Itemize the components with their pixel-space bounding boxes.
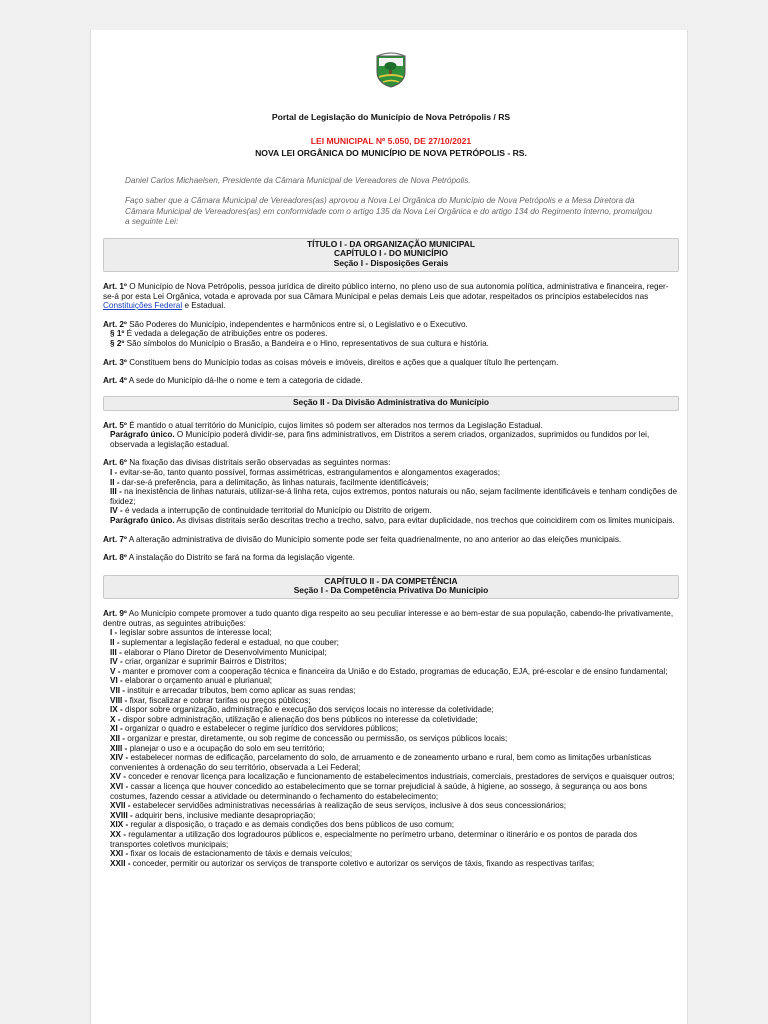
list-item [103,859,679,869]
article-label: Art. 2º [103,319,127,329]
article-label: Art. 8º [103,553,127,563]
item-text: organizar e prestar, diretamente, ou sob regime de concessão ou permissão, os serviços públicos locais; [125,734,508,743]
item-number: I - [110,628,118,638]
article-9 [103,609,679,628]
section-header-capitulo-2 [103,575,679,600]
item-number: IV - [110,657,123,667]
list-item [103,638,679,648]
section-header-secao-2 [103,396,679,411]
item-text: legislar sobre assuntos de interesse local; [117,628,272,638]
paragraph-label: Parágrafo único. [110,515,175,525]
item-text: regulamentar a utilização dos logradouros públicos e, especialmente no perímetro urbano, determinar o itinerário e os pontos de parada dos transportes coletivos municipais; [110,829,638,849]
list-item [103,744,679,754]
list-item [103,686,679,696]
list-item [103,715,679,725]
item-text: fixar os locais de estacionamento de táxis e demais veículos; [128,849,353,859]
paragraph-label: § 2º [110,338,125,348]
item-text: dispor sobre administração, utilização e alienação dos bens públicos no interesse da coletividade; [120,714,478,724]
list-item [103,830,679,849]
item-number: XXI - [110,849,129,859]
item-text: manter e promover com a cooperação técnica e financeira da União e do Estado, programas de educação, EJA, pré-escolar e de ensino fundamental; [120,666,668,676]
secao-heading: Seção I - Disposições Gerais [333,258,449,269]
item-text: regular a disposição, o traçado e as demais condições dos bens públicos de uso comum; [128,820,455,830]
item-text: conceder, permitir ou autorizar os serviços de transporte coletivo e autorizar os serviços de táxis, fixando as respectivas tarifas; [130,858,595,868]
article-label: Art. 1º [103,282,127,292]
law-number: LEI MUNICIPAL Nº 5.050, DE 27/10/2021 [310,136,472,146]
list-item [103,782,679,801]
paragraph-label: § 1º [110,329,125,339]
item-number: XX - [110,829,126,839]
preamble-promulgation: Faço saber que a Câmara Municipal de Vereadores(as) aprovou a Nova Lei Orgânica do Município de Nova Petrópolis e a Mesa Diretora da Câmara Municipal de Vereadores(as) em conformidade com o artigo 135 da Nova Lei Orgânica e do artigo 134 do Regimento Interno, promulgou a seguinte Lei: [125,196,653,227]
paragraph-text: São símbolos do Município o Brasão, a Bandeira e o Hino, representativos de sua cultura e história. [124,338,489,348]
item-number: XXII - [110,858,131,868]
item-text: estabelecer servidões administrativas necessárias à realização de seus serviços, inclusive à dos seus concessionários; [130,801,566,811]
item-number: IV - [110,506,123,516]
item-text: dispor sobre organização, administração e execução dos serviços locais no interesse da coletividade; [122,705,494,715]
titulo-heading: TÍTULO I - DA ORGANIZAÇÃO MUNICIPAL [307,238,475,249]
article-text: São Poderes do Município, independentes e harmônicos entre si, o Legislativo e o Executivo. [126,319,468,329]
item-number: XII - [110,734,126,743]
section-header-titulo-1 [103,238,679,272]
item-number: II - [110,638,120,648]
list-item [103,628,679,638]
list-item [103,696,679,706]
item-text: organizar o quadro e estabelecer o regime jurídico dos servidores públicos; [122,724,399,734]
item-number: VIII - [110,695,128,705]
item-number: VII - [110,686,126,696]
item-number: V - [110,666,121,676]
list-item [103,724,679,734]
list-item [103,753,679,772]
item-number: X - [110,714,121,724]
list-item [103,468,679,478]
list-item [103,648,679,658]
list-item [103,820,679,830]
article-text: Ao Município compete promover a tudo quanto diga respeito ao seu peculiar interesse e ao bem-estar de sua população, cabendo-lhe privativamente, dentre outras, as seguintes atribuições: [103,609,674,628]
item-number: I - [110,467,118,477]
list-item [103,487,679,506]
capitulo-heading: CAPÍTULO I - DO MUNICÍPIO [334,248,448,259]
item-number: IX - [110,705,123,715]
item-number: XVI - [110,781,129,791]
list-item [103,801,679,811]
item-text: evitar-se-ão, tanto quanto possível, formas assimétricas, estrangulamentos e alongamentos exagerados; [117,467,501,477]
article-text: A alteração administrativa de divisão do Município somente pode ser feita quadrienalmente, no ano anterior ao das eleições municipais. [126,534,622,544]
article-4 [103,376,679,386]
law-title: NOVA LEI ORGÂNICA DO MUNICÍPIO DE NOVA PETRÓPOLIS - RS. [255,148,527,158]
list-item [103,676,679,686]
capitulo-heading: CAPÍTULO II - DA COMPETÊNCIA [324,575,458,586]
item-text: instituir e arrecadar tributos, bem como aplicar as suas rendas; [125,686,356,696]
coat-of-arms-logo [103,30,679,98]
coat-of-arms-icon [374,52,408,88]
article-text: A instalação do Distrito se fará na forma da legislação vigente. [126,553,355,563]
item-number: XI - [110,724,123,734]
article-label: Art. 5º [103,420,127,430]
list-item [103,734,679,744]
article-1 [103,282,679,311]
article-text: É mantido o atual território do Município, cujos limites só podem ser alterados nos termos da Legislação Estadual. [126,420,543,430]
articles-block-1 [103,282,679,386]
portal-title: Portal de Legislação do Município de Nova Petrópolis / RS [271,112,511,122]
item-number: XIV - [110,753,129,763]
paragraph-text: As divisas distritais serão descritas trecho a trecho, salvo, para evitar duplicidade, nos trechos que coincidirem com os limites municipais. [174,515,675,525]
paragraph-text: É vedada a delegação de atribuições entre os poderes. [124,329,328,339]
article-6-items [103,468,679,516]
list-item [103,478,679,488]
item-number: III - [110,487,122,497]
article-text: Na fixação das divisas distritais serão observadas as seguintes normas: [126,458,391,468]
constituicoes-federal-link[interactable]: Constituições Federal [103,301,183,311]
article-label: Art. 7º [103,534,127,544]
list-item [103,657,679,667]
item-text: suplementar a legislação federal e estadual, no que couber; [119,638,339,648]
list-item [103,849,679,859]
article-9-items [103,628,679,868]
item-text: adquirir bens, inclusive mediante desapropriação; [132,810,316,820]
paragraph-label: Parágrafo único. [110,430,175,440]
item-number: XVII - [110,801,131,811]
item-text: elaborar o Plano Diretor de Desenvolvimento Municipal; [121,647,327,657]
article-2-paragraph-1 [103,329,679,339]
article-7 [103,535,679,545]
item-text: cassar a licença que houver concedido ao estabelecimento que se tornar prejudicial à saúde, à higiene, ao sossego, à segurança ou aos bons costumes, fazendo cessar a atividade ou determinando o fechamento do estabelecimento; [110,781,648,801]
article-text: O Município de Nova Petrópolis, pessoa jurídica de direito público interno, no pleno uso de sua autonomia política, administrativa e financeira, reger-se-á por esta Lei Orgânica, votada e aprovada por sua Câmara Municipal e pelas demais Leis que adotar, respeitados os princípios estabelecidos nas [103,282,669,301]
article-5 [103,421,679,431]
article-text-tail: e Estadual. [182,301,226,311]
articles-block-2 [103,421,679,563]
article-6-sole-paragraph [103,516,679,526]
article-label: Art. 4º [103,376,127,386]
item-number: XIX - [110,820,129,830]
item-text: criar, organizar e suprimir Bairros e Distritos; [122,657,287,667]
list-item [103,506,679,516]
list-item [103,811,679,821]
item-number: VI - [110,676,123,686]
item-text: conceder e renovar licença para localização e funcionamento de estabelecimentos industriais, comerciais, prestadores de serviços e quaisquer outros; [125,772,675,782]
item-text: dar-se-á preferência, para a delimitação, às linhas naturais, facilmente identificáveis; [119,477,429,487]
article-label: Art. 9º [103,609,127,619]
paragraph-text: O Município poderá dividir-se, para fins administrativos, em Distritos a serem criados, organizados, suprimidos ou fundidos por lei, observada a legislação estadual. [110,430,650,449]
secao-heading: Seção I - Da Competência Privativa Do Município [293,585,489,596]
article-5-sole-paragraph [103,430,679,449]
item-text: planejar o uso e a ocupação do solo em seu território; [127,743,325,753]
item-number: XIII - [110,743,128,753]
item-number: III - [110,647,122,657]
article-2-paragraph-2 [103,339,679,349]
article-3 [103,358,679,368]
item-text: é vedada a interrupção de continuidade territorial do Município ou Distrito de origem. [122,506,432,516]
secao-heading: Seção II - Da Divisão Administrativa do Município [292,396,490,407]
list-item [103,772,679,782]
item-text: na inexistência de linhas naturais, utilizar-se-á linha reta, cujos extremos, pontos naturais ou não, sejam facilmente identificáveis e tenham condições de fixidez; [110,487,678,506]
article-2 [103,320,679,330]
article-label: Art. 3º [103,357,127,367]
article-text: Constituem bens do Município todas as coisas móveis e imóveis, direitos e ações que a qualquer título lhe pertençam. [126,357,559,367]
document-page [90,30,688,1024]
list-item [103,667,679,677]
item-number: XVIII - [110,810,133,820]
list-item [103,705,679,715]
articles-block-3 [103,609,679,868]
item-number: II - [110,477,120,487]
article-text: A sede do Município dá-lhe o nome e tem a categoria de cidade. [126,376,363,386]
item-text: fixar, fiscalizar e cobrar tarifas ou preços públicos; [127,695,311,705]
item-text: elaborar o orçamento anual e plurianual; [122,676,273,686]
article-6 [103,458,679,468]
article-8 [103,553,679,563]
preamble-president: Daniel Carlos Michaelsen, Presidente da Câmara Municipal de Vereadores de Nova Petrópolis. [125,176,471,185]
item-text: estabelecer normas de edificação, parcelamento do solo, de arruamento e de zoneamento urbano e rural, bem como as limitações urbanísticas convenientes à ordenação do seu território, observada a Lei Federal; [110,753,652,772]
article-label: Art. 6º [103,458,127,468]
item-number: XV - [110,772,126,782]
